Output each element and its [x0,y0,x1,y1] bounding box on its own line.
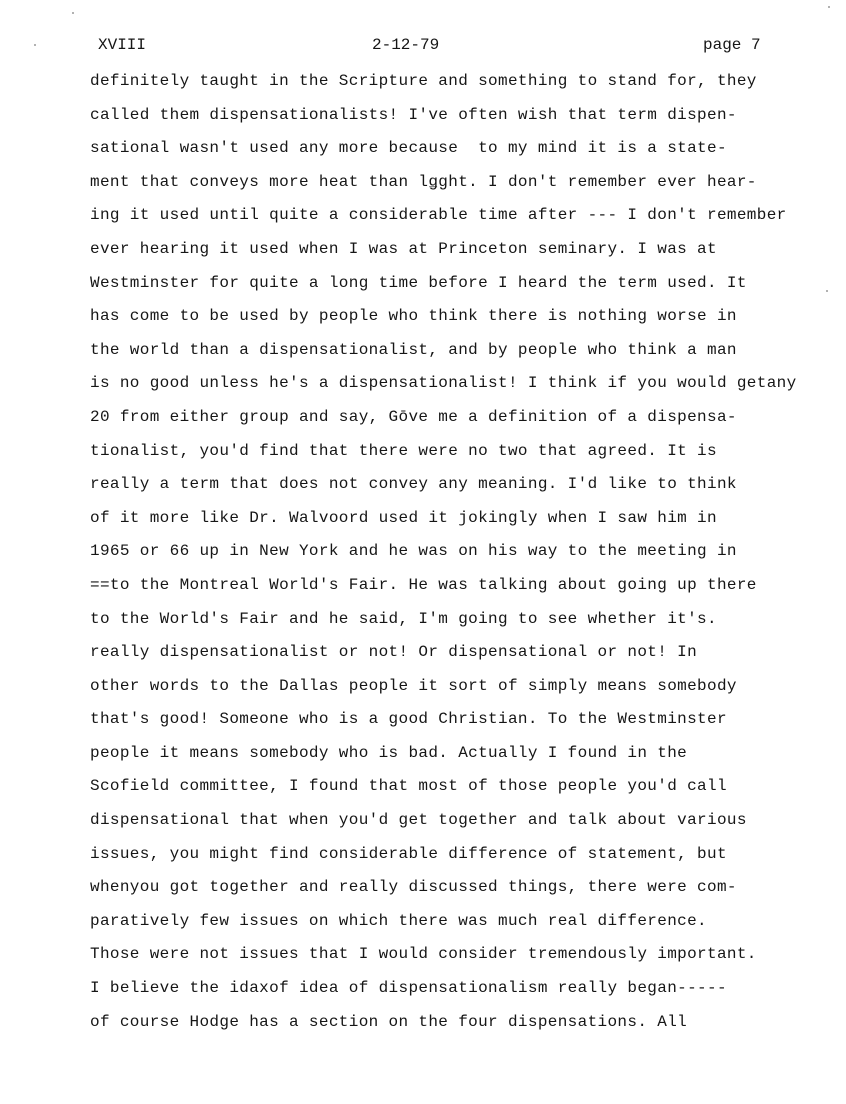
text-line: to the World's Fair and he said, I'm going to see whether it's. [90,609,717,628]
text-line: sational wasn't used any more because to my mind it is a state- [90,139,727,158]
text-line: other words to the Dallas people it sort of simply means somebody [90,676,737,695]
text-line: called them dispensationalists! I've often wish that term dispen- [90,105,737,124]
text-line: I believe the idaxof idea of dispensationalism really began----- [90,979,727,998]
scan-speck [826,290,828,292]
text-line: people it means somebody who is bad. Actually I found in the [90,743,688,762]
text-line: ment that conveys more heat than lǥght. I don't remember ever hear- [90,172,757,191]
scan-speck [828,6,830,8]
text-line: tionalist, you'd find that there were no two that agreed. It is [90,441,717,460]
text-line: Those were not issues that I would consider tremendously important. [90,945,757,964]
text-line: 20 from either group and say, Gōve me a definition of a dispensa- [90,407,737,426]
text-line: ==to the Montreal World's Fair. He was talking about going up there [90,575,757,594]
chapter-number: XVIII [98,36,147,54]
text-line: paratively few issues on which there was much real difference. [90,911,707,930]
text-line: issues, you might find considerable difference of statement, but [90,844,727,863]
text-line: really a term that does not convey any meaning. I'd like to think [90,475,737,494]
transcript-body [90,70,830,1044]
text-line: dispensational that when you'd get together and talk about various [90,811,747,830]
text-line: really dispensationalist or not! Or dispensational or not! In [90,643,698,662]
document-date: 2-12-79 [372,36,440,54]
text-line: the world than a dispensationalist, and by people who think a man [90,340,737,359]
text-line: is no good unless he's a dispensationalist! I think if you would getany [90,374,797,393]
text-line: whenyou got together and really discussed things, there were com- [90,878,737,897]
text-line: ing it used until quite a considerable time after --- I don't remember [90,206,787,225]
page-header [0,36,846,60]
page-number: page 7 [703,36,761,54]
text-line: 1965 or 66 up in New York and he was on his way to the meeting in [90,542,737,561]
text-line: Westminster for quite a long time before I heard the term used. It [90,273,747,292]
text-line: definitely taught in the Scripture and something to stand for, they [90,72,757,90]
text-line: has come to be used by people who think there is nothing worse in [90,307,737,326]
scan-speck [72,12,74,14]
text-line: Scofield committee, I found that most of those people you'd call [90,777,727,796]
text-line: ever hearing it used when I was at Princeton seminary. I was at [90,239,717,258]
scan-speck [34,44,36,46]
text-line: of it more like Dr. Walvoord used it jokingly when I saw him in [90,508,717,527]
text-line: of course Hodge has a section on the four dispensations. All [90,1012,688,1031]
text-line: that's good! Someone who is a good Christian. To the Westminster [90,710,727,729]
